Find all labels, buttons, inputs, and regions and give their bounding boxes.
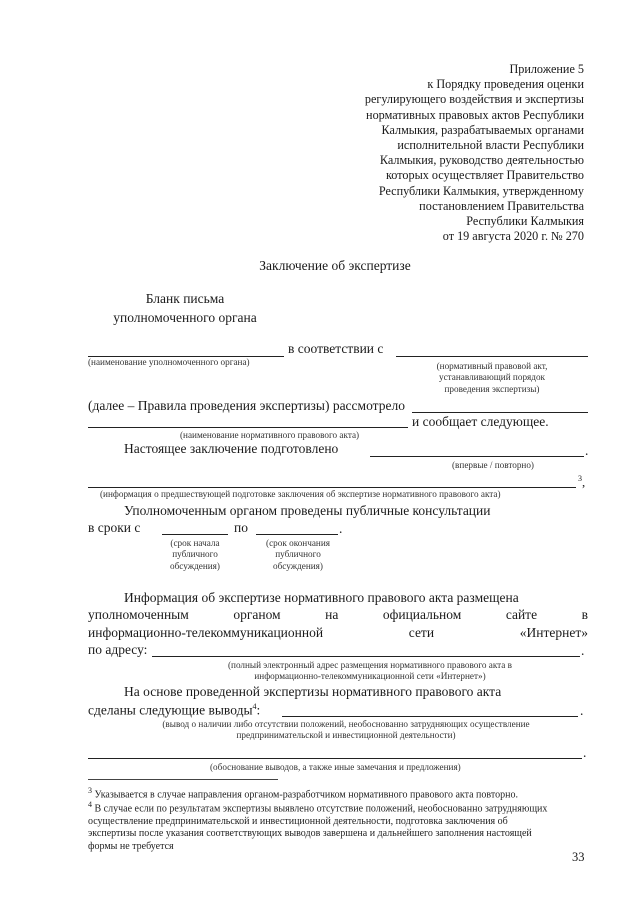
word: уполномоченным: [88, 607, 189, 622]
colon: :: [256, 702, 261, 718]
caption-line: проведения экспертизы): [444, 383, 540, 394]
period-end-caption: [250, 538, 346, 572]
first-or-repeat-field[interactable]: [370, 456, 584, 457]
footnote-separator: [88, 779, 278, 780]
web-address-caption: [160, 660, 580, 683]
conclusion-label: сделаны следующие выводы: [88, 702, 253, 718]
word: сети: [408, 625, 435, 640]
reports-text: и сообщает следующее.: [412, 414, 549, 429]
conclusion-caption: [110, 719, 582, 742]
footnote-3: $^3$ Указывается в случае направления органом-разработчиком нормативного правового акта повторно.: [88, 786, 518, 801]
word: в: [581, 607, 588, 622]
comma: .: [585, 443, 589, 458]
caption-line: (вывод о наличии либо отсутствии положений, необоснованно затрудняющих осуществление: [162, 719, 530, 729]
conclusion-end: .: [580, 703, 584, 718]
address-end: .: [581, 643, 585, 658]
caption-line: (нормативный правовой акт,: [436, 361, 548, 371]
period-mid: по: [234, 520, 248, 535]
regulation-act-field[interactable]: [396, 356, 588, 357]
caption-line: информационно-телекоммуникационной сети «Интернет»): [254, 671, 486, 682]
caption-line: обсуждения): [273, 560, 323, 571]
caption-line: (срок окончания: [266, 538, 330, 548]
legal-act-name-field[interactable]: [88, 427, 408, 428]
header-line: Калмыкия, разрабатываемых органами: [381, 122, 584, 137]
conclusion-line-1: На основе проведенной экспертизы нормативного правового акта: [124, 684, 502, 699]
previous-info-caption: (информация о предшествующей подготовке заключения об экспертизе нормативного правового акта): [100, 489, 501, 499]
prepared-text: Настоящее заключение подготовлено: [124, 441, 339, 456]
header-line: Республики Калмыкия: [466, 214, 584, 229]
footnote-ref: $^3$,: [578, 474, 586, 490]
page-number: 33: [572, 850, 585, 864]
consultations-text: Уполномоченным органом проведены публичные консультации: [124, 503, 491, 518]
header-line: Приложение 5: [509, 62, 584, 76]
header-line: регулирующего воздействия и экспертизы: [364, 92, 584, 107]
rules-text: (далее – Правила проведения экспертизы) рассмотрело: [88, 398, 405, 413]
period-start-caption: [155, 538, 235, 572]
previous-info-field[interactable]: [88, 487, 576, 488]
address-label: по адресу:: [88, 642, 148, 657]
justification-field[interactable]: [88, 758, 582, 759]
caption-line: (срок начала: [170, 538, 220, 548]
justification-end: .: [583, 745, 587, 760]
period-prefix: в сроки с: [88, 520, 141, 535]
period-end-dot: .: [339, 521, 343, 536]
publication-line-1: Информация об экспертизе нормативного правового акта размещена: [124, 590, 519, 605]
header-line: Калмыкия, руководство деятельностью: [379, 153, 584, 168]
caption-line: обсуждения): [170, 560, 220, 571]
header-line: которых осуществляет Правительство: [385, 168, 584, 183]
letterhead-label: [100, 289, 270, 327]
header-line: от 19 августа 2020 г. № 270: [442, 229, 584, 244]
word: на: [325, 607, 339, 622]
justification-caption: (обоснование выводов, а также иные замечания и предложения): [210, 762, 461, 772]
conclusion-line-2: [88, 702, 260, 719]
appendix-header: [365, 62, 584, 244]
footnote-ref: 4: [252, 702, 257, 711]
word: органом: [233, 607, 281, 622]
accordance-text: в соответствии с: [288, 341, 384, 356]
caption-line: публичного: [172, 549, 218, 560]
reviewed-field[interactable]: [412, 412, 588, 413]
header-line: Республики Калмыкия, утвержденному: [378, 183, 584, 198]
word: «Интернет»: [519, 625, 588, 640]
caption-line: устанавливающий порядок: [438, 372, 545, 383]
letterhead-label-line: уполномоченного органа: [113, 310, 257, 325]
publication-line-2: [88, 607, 588, 623]
document-title: Заключение об экспертизе: [259, 258, 411, 273]
caption-line: публичного: [275, 549, 321, 560]
period-end-field[interactable]: [256, 534, 338, 535]
conclusion-field[interactable]: [282, 716, 578, 717]
regulation-act-caption: [396, 361, 588, 395]
web-address-field[interactable]: [152, 656, 580, 657]
header-line: нормативных правовых актов Республики: [366, 107, 584, 122]
footnote-4: $^4$ В случае если по результатам экспертизы выявлено отсутствие положений, необоснованно затрудняющих осуществление предпринимательской и инвестиционной деятельности, подготовка заключения об экспертизы после указания соответствующих выводов завершена и дальнейшего заполнения настоящей формы не требуется: [88, 800, 548, 852]
caption-line: (полный электронный адрес размещения нормативного правового акта в: [227, 660, 513, 670]
caption-line: предпринимательской и инвестиционной деятельности): [236, 730, 456, 741]
period-start-field[interactable]: [162, 534, 228, 535]
publication-line-3: [88, 625, 588, 641]
first-or-repeat-caption: (впервые / повторно): [452, 460, 534, 470]
authority-name-caption: (наименование уполномоченного органа): [88, 357, 250, 367]
word: информационно-телекоммуникационной: [88, 625, 324, 640]
legal-act-name-caption: (наименование нормативного правового акта): [180, 430, 360, 440]
word: официальном: [382, 607, 462, 622]
letterhead-label-line: Бланк письма: [145, 291, 225, 306]
header-line: исполнительной власти Республики: [397, 138, 584, 153]
header-line: к Порядку проведения оценки: [427, 77, 584, 92]
header-line: постановлением Правительства: [419, 198, 584, 213]
word: сайте: [505, 607, 538, 622]
